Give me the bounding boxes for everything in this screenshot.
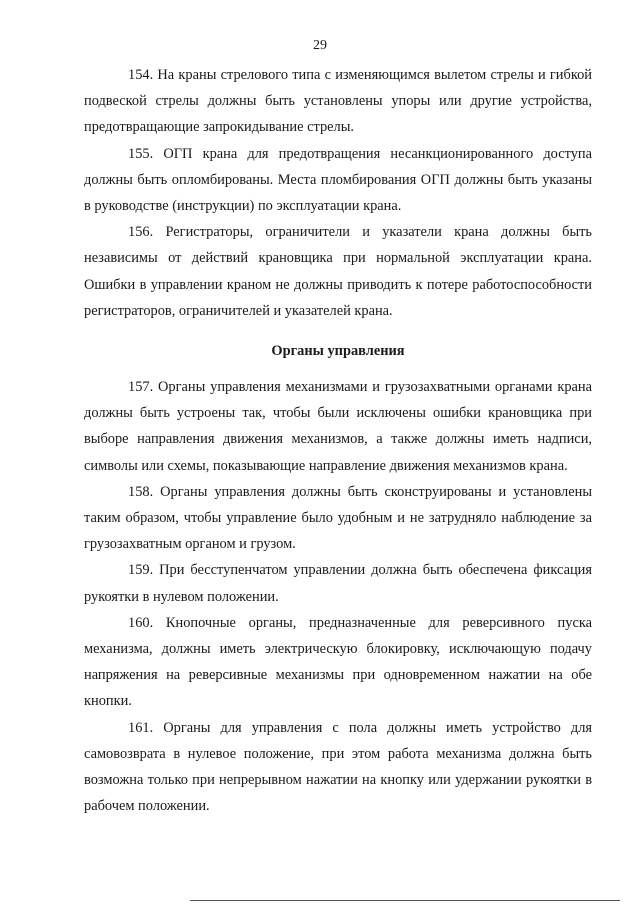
paragraph-157: 157. Органы управления механизмами и грузозахватными органами крана должны быть устроены так, чтобы были исключены ошибки крановщика при выборе направления движения механизмов, а также должны иметь надписи, символы или схемы, показывающие направление движения механизмов крана. xyxy=(84,379,592,474)
section-heading: Органы управления xyxy=(271,343,405,360)
paragraph-156: 156. Регистраторы, ограничители и указатели крана должны быть независимы от действий крановщика при нормальной эксплуатации крана. Ошибки в управлении краном не должны приводить к потере работоспособности регистраторов, ограничителей и указателей крана. xyxy=(84,224,592,319)
paragraph-159: 159. При бесступенчатом управлении должна быть обеспечена фиксация рукоятки в нулевом положении. xyxy=(84,562,592,605)
paragraph-155: 155. ОГП крана для предотвращения несанкционированного доступа должны быть опломбированы. Места пломбирования ОГП должны быть указаны в руководстве (инструкции) по эксплуатации крана. xyxy=(84,145,592,215)
page-number: 29 xyxy=(313,38,327,53)
paragraph-160: 160. Кнопочные органы, предназначенные для реверсивного пуска механизма, должны иметь электрическую блокировку, исключающую подачу напряжения на реверсивные механизмы при одновременном нажатии на обе кнопки. xyxy=(84,614,592,710)
document-body xyxy=(84,62,592,819)
paragraph-158: 158. Органы управления должны быть сконструированы и установлены таким образом, чтобы управление было удобным и не затрудняло наблюдение за грузозахватным органом и грузом. xyxy=(84,483,592,553)
paragraph-161: 161. Органы для управления с пола должны иметь устройство для самовозврата в нулевое положение, при этом работа механизма должна быть возможна только при непрерывном нажатии на кнопку или удержании рукоятки в рабочем положении. xyxy=(84,719,592,815)
paragraph-154: 154. На краны стрелового типа с изменяющимся вылетом стрелы и гибкой подвеской стрелы должны быть установлены упоры или другие устройства, предотвращающие запрокидывание стрелы. xyxy=(84,67,592,136)
bottom-scan-line xyxy=(190,900,620,901)
